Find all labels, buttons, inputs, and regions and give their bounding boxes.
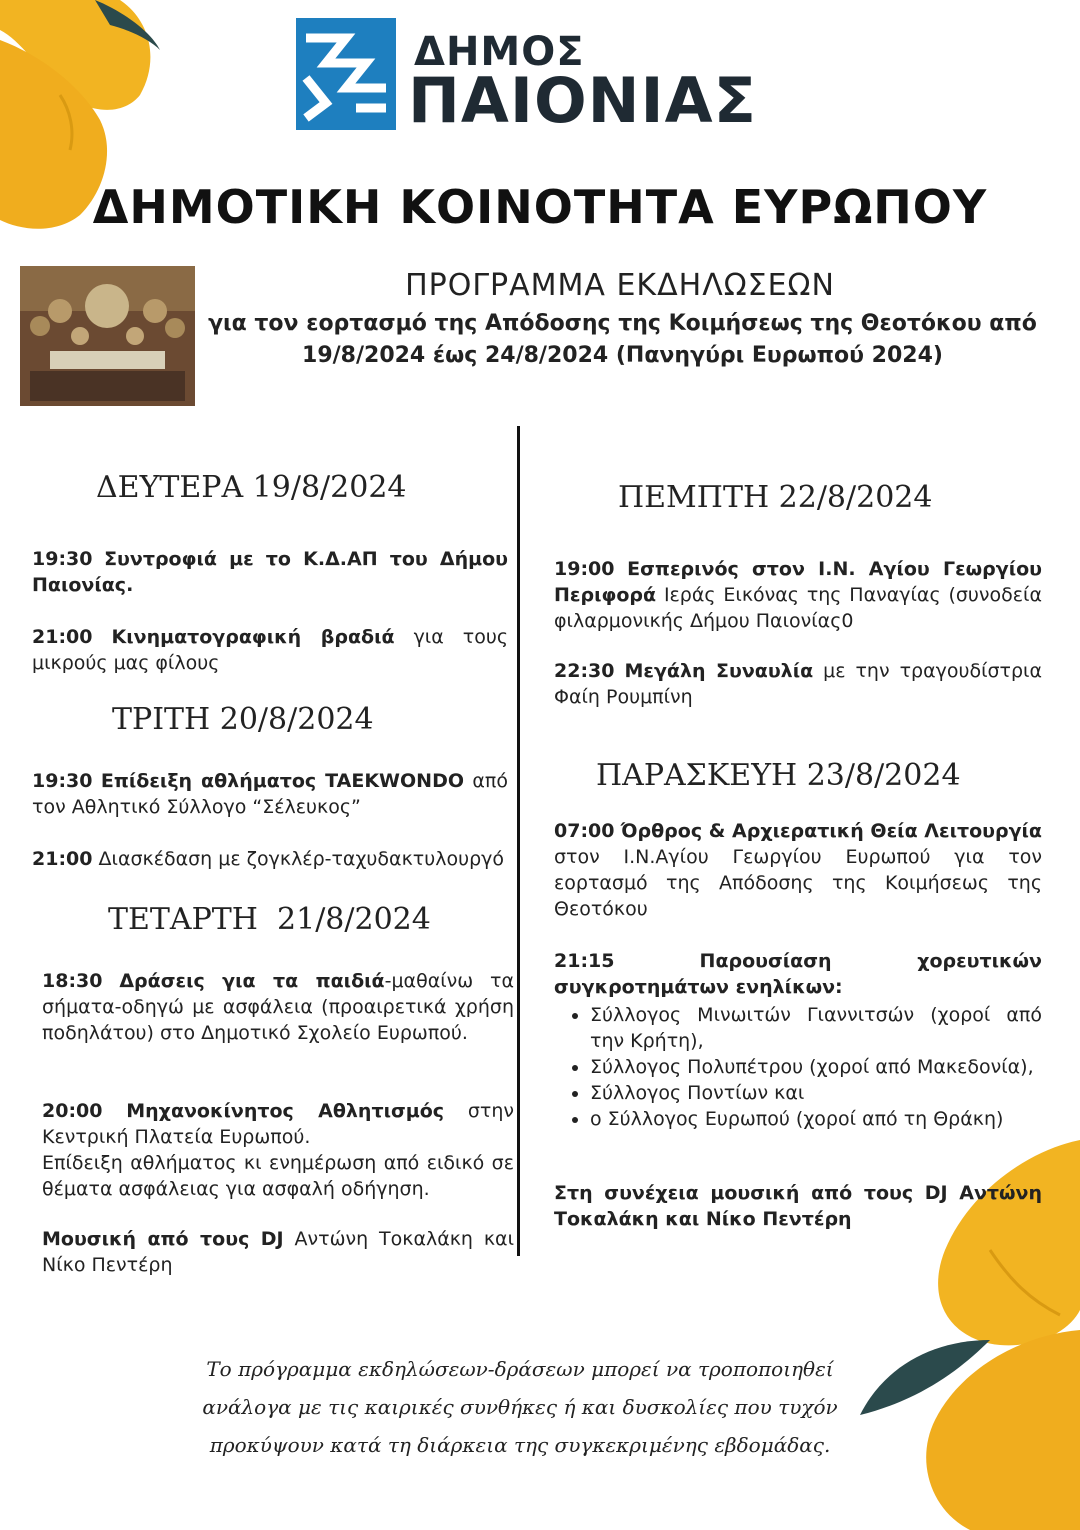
event-title-2: Περιφορά [554,584,657,606]
program-subtitle-line1: για τον εορτασμό της Απόδοσης της Κοιμήσεως της Θεοτόκου από [208,311,1037,336]
day-heading-monday: ΔΕΥΤΕΡΑ 19/8/2024 [96,470,407,505]
event-time: 21:15 [554,950,615,972]
event-wed-2 [42,1098,514,1202]
event-text: με την τραγουδίστρια Φαίη Ρουμπίνη [554,660,1042,708]
event-text: -μαθαίνω τα σήματα-οδηγώ με ασφάλεια (προαιρετικά χρήση ποδηλάτου) στο Δημοτικό Σχολείο Ευρωπού. [42,970,514,1044]
event-wed-1 [42,968,514,1046]
event-title: Όρθρος & Αρχιερατική Θεία Λειτουργία [620,820,1042,842]
list-item: • Σύλλογος Πολυπέτρου (χοροί από Μακεδονία), [590,1054,1042,1080]
event-text-2: Επίδειξη αθλήματος κι ενημέρωση από ειδικό σε θέματα ασφάλειας για ασφαλή οδήγηση. [42,1152,514,1200]
event-time: 21:00 [32,626,93,648]
day-heading-thursday: ΠΕΜΠΤΗ 22/8/2024 [618,480,933,515]
list-item: • ο Σύλλογος Ευρωπού (χοροί από τη Θράκη) [590,1106,1042,1132]
event-thu-2 [554,658,1042,710]
event-thu-1 [554,556,1042,634]
event-text: Διασκέδαση με ζογκλέρ-ταχυδακτυλουργό [98,848,504,870]
municipality-logo [296,18,816,137]
column-divider [517,426,520,1256]
event-time: 19:00 [554,558,615,580]
event-text: Αντώνη Τοκαλάκη και Νίκο Πεντέρη [42,1228,514,1276]
event-text: στον Ι.Ν.Αγίου Γεωργίου Ευρωπού για τον εορτασμό της Απόδοσης της Κοιμήσεως της Θεοτόκου [554,846,1042,920]
event-title: Παρουσίαση χορευτικών συγκροτημάτων ενηλίκων: [554,950,1042,998]
event-title: Μεγάλη Συναυλία [624,660,814,682]
event-tue-2 [32,846,512,872]
list-item: • Σύλλογος Ποντίων και [590,1080,1042,1106]
event-fri-1 [554,818,1042,922]
list-item: • Σύλλογος Μινωιτών Γιαννιτσών (χοροί από την Κρήτη), [590,1002,1042,1054]
dormition-icon-image [20,266,195,406]
event-title: Μουσική από τους DJ [42,1228,284,1250]
day-heading-friday: ΠΑΡΑΣΚΕΥΗ 23/8/2024 [596,758,961,793]
event-time: 20:00 [42,1100,103,1122]
event-title: Συντροφιά με το Κ.Δ.ΑΠ του Δήμου Παιονίας. [32,548,509,596]
event-text: από τον Αθλητικό Σύλλογο “Σέλευκος” [32,770,508,818]
page-title: ΔΗΜΟΤΙΚΗ ΚΟΙΝΟΤΗΤΑ ΕΥΡΩΠΟΥ [92,180,988,234]
day-heading-wednesday: ΤΕΤΑΡΤΗ 21/8/2024 [108,902,431,937]
event-time: 22:30 [554,660,615,682]
event-title: Επίδειξη αθλήματος TAEKWONDO [100,770,464,792]
logo-text-line2: ΠΑΙΟΝΙΑΣ [408,64,757,137]
event-time: 21:00 [32,848,93,870]
program-subtitle-line2: 19/8/2024 έως 24/8/2024 (Πανηγύρι Ευρωπού 2024) [302,343,943,368]
footer-note: Το πρόγραμμα εκδηλώσεων-δράσεων μπορεί να τροποποιηθεί ανάλογα με τις καιρικές συνθήκες ή και δυσκολίες που τυχόν προκύψουν κατά τη διάρκεια της συγκεκριμένης εβδομάδας. [202,1357,838,1457]
event-time: 19:30 [32,770,93,792]
event-text: Ιεράς Εικόνας της Παναγίας (συνοδεία φιλαρμονικής Δήμου Παιονίας0 [554,584,1043,632]
event-title: Δράσεις για τα παιδιά [119,970,385,992]
event-time: 18:30 [42,970,103,992]
event-mon-1 [32,546,508,598]
dance-group-list [554,1002,1042,1132]
event-title: Εσπερινός στον Ι.Ν. Αγίου Γεωργίου [627,558,1042,580]
program-subtitle [200,308,1045,372]
event-tue-1 [32,768,508,820]
event-title: Μηχανοκίνητος Αθλητισμός [126,1100,445,1122]
event-wed-3 [42,1226,514,1278]
event-time: 07:00 [554,820,615,842]
event-fri-2 [554,948,1042,1132]
day-heading-tuesday: ΤΡΙΤΗ 20/8/2024 [112,702,374,737]
event-mon-2 [32,624,508,676]
event-text: στην Κεντρική Πλατεία Ευρωπού. [42,1100,514,1148]
event-time: 19:30 [32,548,93,570]
event-text: για τους μικρούς μας φίλους [32,626,508,674]
program-title: ΠΡΟΓΡΑΜΜΑ ΕΚΔΗΛΩΣΕΩΝ [405,268,835,303]
logo-mark-icon [296,18,396,130]
event-title: Κινηματογραφική βραδιά [111,626,395,648]
event-fri-closing: Στη συνέχεια μουσική από τους DJ Αντώνη Τοκαλάκη και Νίκο Πεντέρη [554,1182,1042,1230]
logo-text-line1: ΔΗΜΟΣ [414,29,585,75]
